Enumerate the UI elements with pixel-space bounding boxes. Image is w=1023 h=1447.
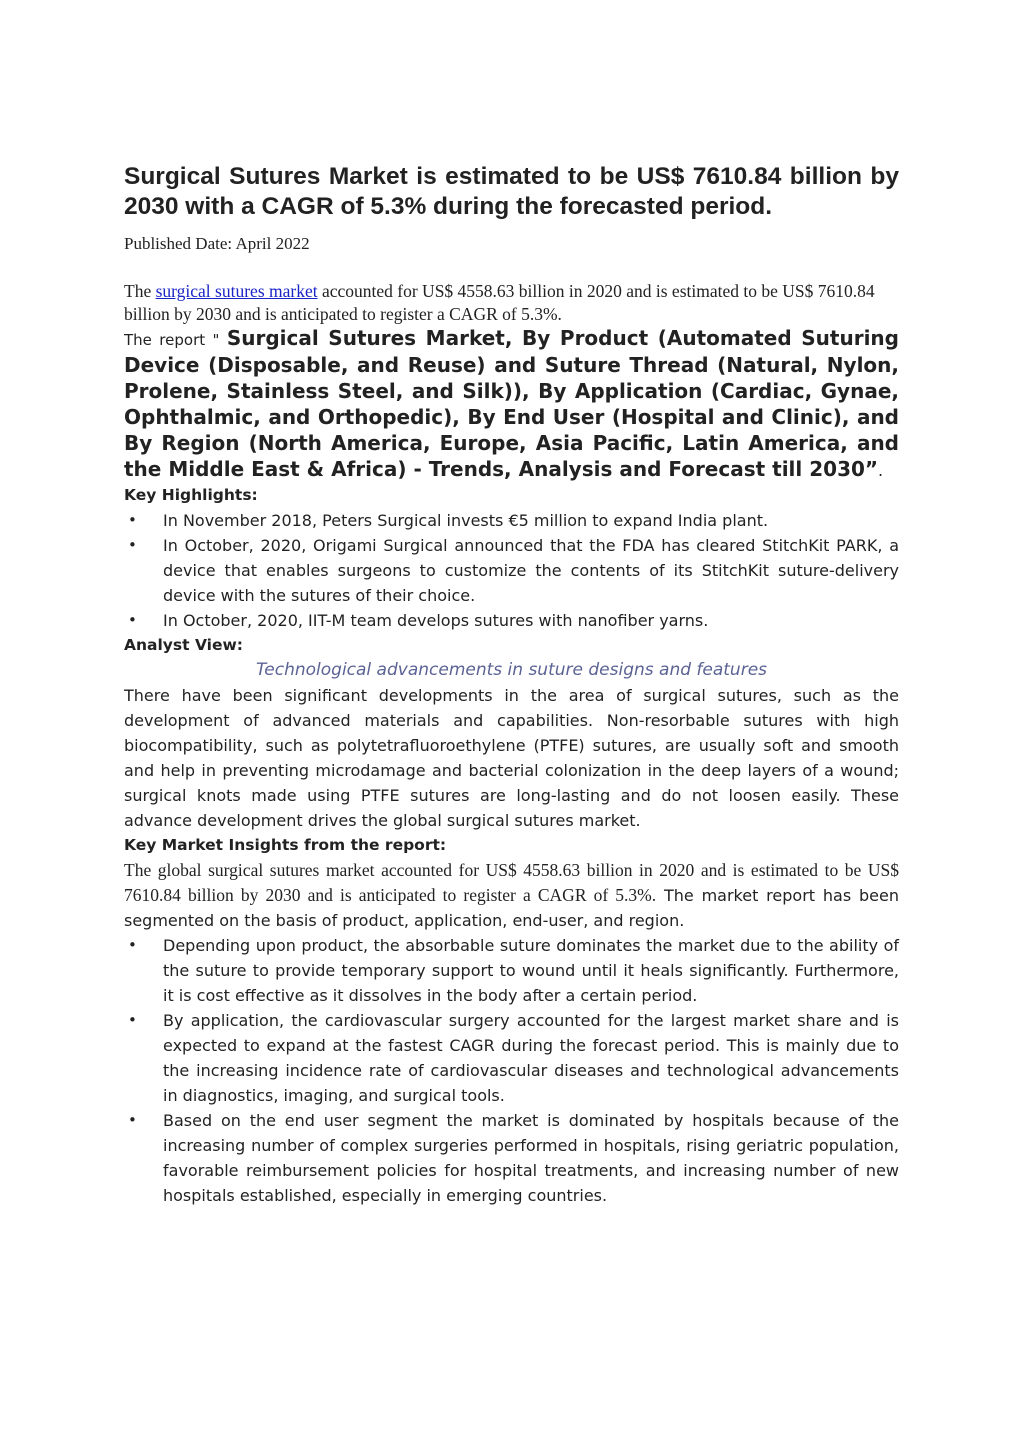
published-date: Published Date: April 2022 — [124, 234, 310, 253]
report-title: Surgical Sutures Market, By Product (Automated Suturing Device (Disposable, and Reuse) and Suture Thread (Natural, Nylon, Prolene, Stainless Steel, and Silk)), By Application (Cardiac, Gynae, Ophthalmic, and Orthopedic), By End User (Hospital and Clinic), and By Region (North America, Europe, Asia Pacific, Latin America, and the Middle East & Africa) - Trends, Analysis and Forecast till 2030” — [124, 326, 899, 481]
analyst-view-body: There have been significant developments in the area of surgical sutures, such as the development of advanced materials and capabilities. Non-resorbable sutures with high biocompatibility, such as polytetrafluoroethylene (PTFE) sutures, are usually soft and smooth and help in preventing microdamage and bacterial colonization in the deep layers of a wound; surgical knots made using PTFE sutures are long-lasting and do not loosen easily. These advance development drives the global surgical sutures market. — [124, 686, 899, 830]
intro-paragraph — [124, 280, 899, 326]
intro-pre: The — [124, 281, 156, 301]
insights-list — [124, 933, 899, 1208]
list-item — [124, 1108, 899, 1208]
report-end: . — [878, 461, 884, 480]
list-item-text: In October, 2020, IIT-M team develops sutures with nanofiber yarns. — [163, 611, 709, 630]
intro-post: accounted for US$ 4558.63 billion in 2020 and is estimated to be US$ 7610.84 billion by 2030 and is anticipated to register a CAGR of 5.3%. — [124, 281, 875, 324]
list-item — [124, 933, 899, 1008]
bullet-icon: • — [128, 936, 137, 954]
list-item — [124, 508, 899, 533]
bullet-icon: • — [128, 611, 137, 629]
insights-body — [124, 858, 899, 933]
surgical-sutures-market-link[interactable]: surgical sutures market — [155, 281, 318, 301]
list-item — [124, 608, 899, 633]
document-content — [124, 162, 899, 1208]
list-item — [124, 533, 899, 608]
insights-body-serif: The global surgical sutures market accounted for US$ 4558.63 billion in 2020 and is estimated to be US$ 7610.84 billion by 2030 and is anticipated to register a CAGR of 5.3%. — [124, 860, 899, 905]
analyst-view-subheading: Technological advancements in suture designs and features — [255, 660, 768, 680]
list-item-text: Depending upon product, the absorbable suture dominates the market due to the ability of the suture to provide temporary support to wound until it heals significantly. Furthermore, it is cost effective as it dissolves in the body after a certain period. — [163, 936, 899, 1005]
analyst-view-heading: Analyst View: — [124, 636, 244, 654]
bullet-icon: • — [128, 511, 137, 529]
list-item — [124, 1008, 899, 1108]
list-item-text: Based on the end user segment the market is dominated by hospitals because of the increasing number of complex surgeries performed in hospitals, rising geriatric population, favorable reimbursement policies for hospital treatments, and increasing number of new hospitals established, especially in emerging countries. — [163, 1111, 899, 1205]
report-paragraph — [124, 326, 899, 483]
page-title: Surgical Sutures Market is estimated to be US$ 7610.84 billion by 2030 with a CAGR of 5.3% during the forecasted period. — [124, 163, 899, 220]
insights-heading: Key Market Insights from the report: — [124, 836, 447, 854]
bullet-icon: • — [128, 536, 137, 554]
bullet-icon: • — [128, 1011, 137, 1029]
list-item-text: By application, the cardiovascular surgery accounted for the largest market share and is expected to expand at the fastest CAGR during the forecast period. This is mainly due to the increasing incidence rate of cardiovascular diseases and technological advancements in diagnostics, imaging, and surgical tools. — [163, 1011, 899, 1105]
bullet-icon: • — [128, 1111, 137, 1129]
key-highlights-heading: Key Highlights: — [124, 486, 258, 504]
list-item-text: In November 2018, Peters Surgical invests €5 million to expand India plant. — [163, 511, 769, 530]
key-highlights-list — [124, 508, 899, 633]
list-item-text: In October, 2020, Origami Surgical announced that the FDA has cleared StitchKit PARK, a device that enables surgeons to customize the contents of its StitchKit suture-delivery device with the sutures of their choice. — [163, 536, 899, 605]
report-lead: The report " — [124, 331, 227, 349]
insights-body-sans: The market report has been segmented on the basis of product, application, end-user, and region. — [124, 886, 899, 930]
